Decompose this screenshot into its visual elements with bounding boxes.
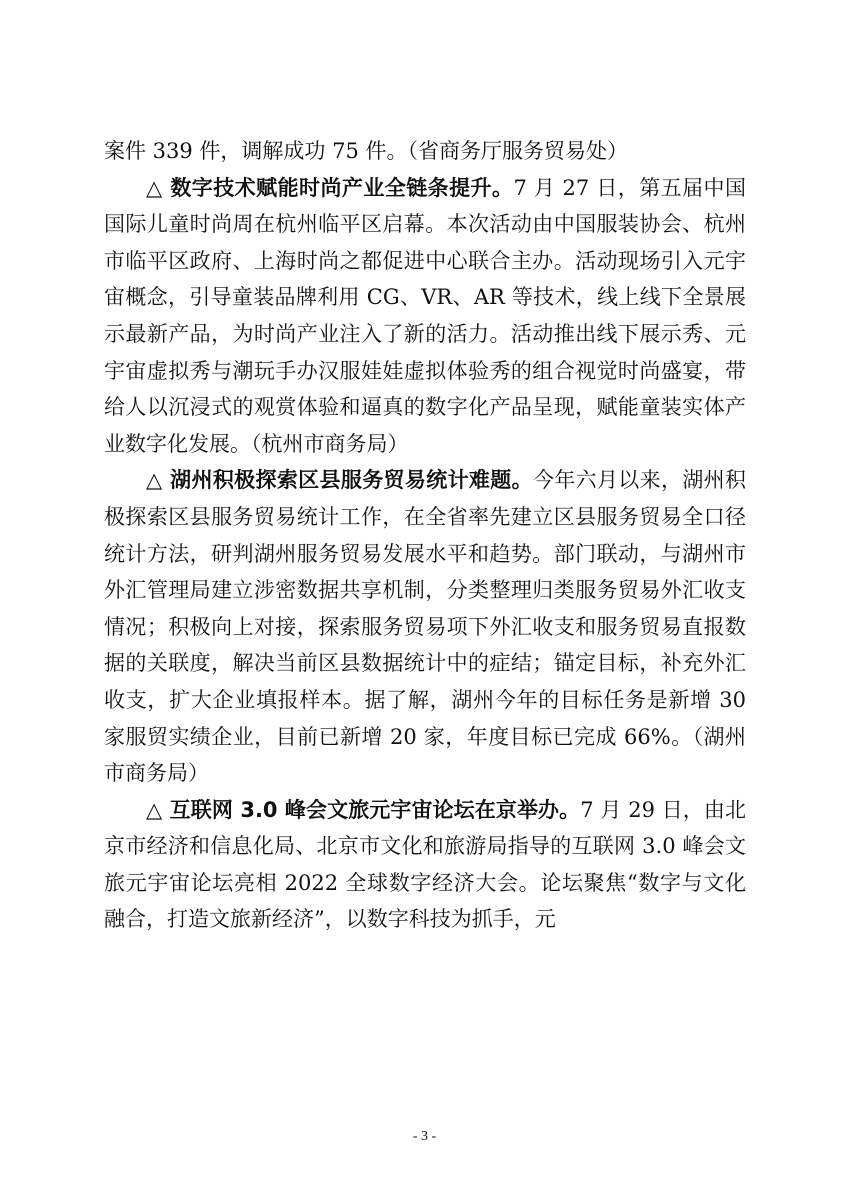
paragraph-heading: △ 湖州积极探索区县服务贸易统计难题。 — [146, 468, 533, 493]
paragraph-continuation — [104, 133, 746, 170]
paragraph-metaverse-forum — [104, 792, 746, 938]
paragraph-body: 案件 339 件，调解成功 75 件。（省商务厅服务贸易处） — [104, 139, 629, 163]
paragraph-digital-fashion — [104, 170, 746, 463]
body-text — [104, 133, 746, 938]
paragraph-body: 今年六月以来，湖州积极探索区县服务贸易统计工作，在全省率先建立区县服务贸易全口径统计方法，研判湖州服务贸易发展水平和趋势。部门联动，与湖州市外汇管理局建立涉密数据共享机制，分类整理归类服务贸易外汇收支情况；积极向上对接，探索服务贸易项下外汇收支和服务贸易直报数据的关联度，解决当前区县数据统计中的症结；锚定目标，补充外汇收支，扩大企业填报样本。据了解，湖州今年的目标任务是新增 30 家服贸实绩企业，目前已新增 20 家，年度目标已完成 66%。（湖州市商务局） — [104, 468, 747, 786]
paragraph-huzhou-statistics — [104, 462, 746, 791]
paragraph-heading: △ 互联网 3.0 峰会文旅元宇宙论坛在京举办。 — [146, 797, 581, 822]
page-number: - 3 - — [412, 1129, 437, 1144]
paragraph-heading: △ 数字技术赋能时尚产业全链条提升。 — [146, 175, 514, 200]
paragraph-body: 7 月 29 日，由北京市经济和信息化局、北京市文化和旅游局指导的互联网 3.0 峰会文旅元宇宙论坛亮相 2022 全球数字经济大会。论坛聚焦“数字与文化融合，打造文旅新经济”，以数字科技为抓手，元 — [104, 797, 746, 932]
paragraph-body: 7 月 27 日，第五届中国国际儿童时尚周在杭州临平区启幕。本次活动由中国服装协会、杭州市临平区政府、上海时尚之都促进中心联合主办。活动现场引入元宇宙概念，引导童装品牌利用 CG、VR、AR 等技术，线上线下全景展示最新产品，为时尚产业注入了新的活力。活动推出线下展示秀、元宇宙虚拟秀与潮玩手办汉服娃娃虚拟体验秀的组合视觉时尚盛宴，带给人以沉浸式的观赏体验和逼真的数字化产品呈现，赋能童装实体产业数字化发展。（杭州市商务局） — [104, 175, 746, 456]
